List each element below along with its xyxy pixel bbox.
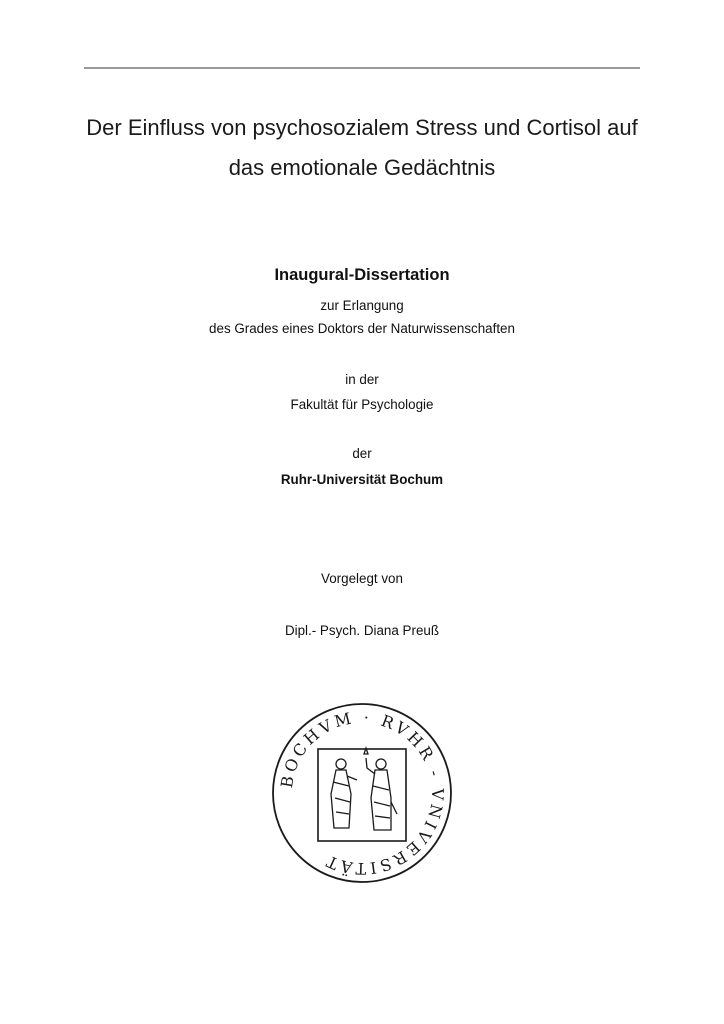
title-line-1: Der Einfluss von psychosozialem Stress und Cortisol auf <box>86 115 638 140</box>
author-name: Dipl.- Psych. Diana Preuß <box>284 623 440 638</box>
seal-figure-left <box>331 759 357 828</box>
university-name: Ruhr-Universität Bochum <box>280 472 444 487</box>
dissertation-heading: Inaugural-Dissertation <box>274 266 450 284</box>
seal-inscription: BOCHVM · RVHR - VNIVERSITÄT <box>276 707 448 879</box>
dissertation-line-2: des Grades eines Doktors der Naturwissenschaften <box>209 321 515 336</box>
university-prefix: der <box>352 446 372 461</box>
dissertation-line-1: zur Erlangung <box>320 298 404 313</box>
university-seal <box>271 702 453 884</box>
faculty-prefix: in der <box>345 372 379 387</box>
seal-outer-ring <box>273 704 451 882</box>
seal-figure-right <box>364 748 397 830</box>
faculty-name: Fakultät für Psychologie <box>290 397 434 412</box>
top-rule <box>84 67 640 69</box>
author-prefix: Vorgelegt von <box>321 571 403 586</box>
title-line-2: das emotionale Gedächtnis <box>228 155 496 180</box>
page-title <box>40 108 684 188</box>
